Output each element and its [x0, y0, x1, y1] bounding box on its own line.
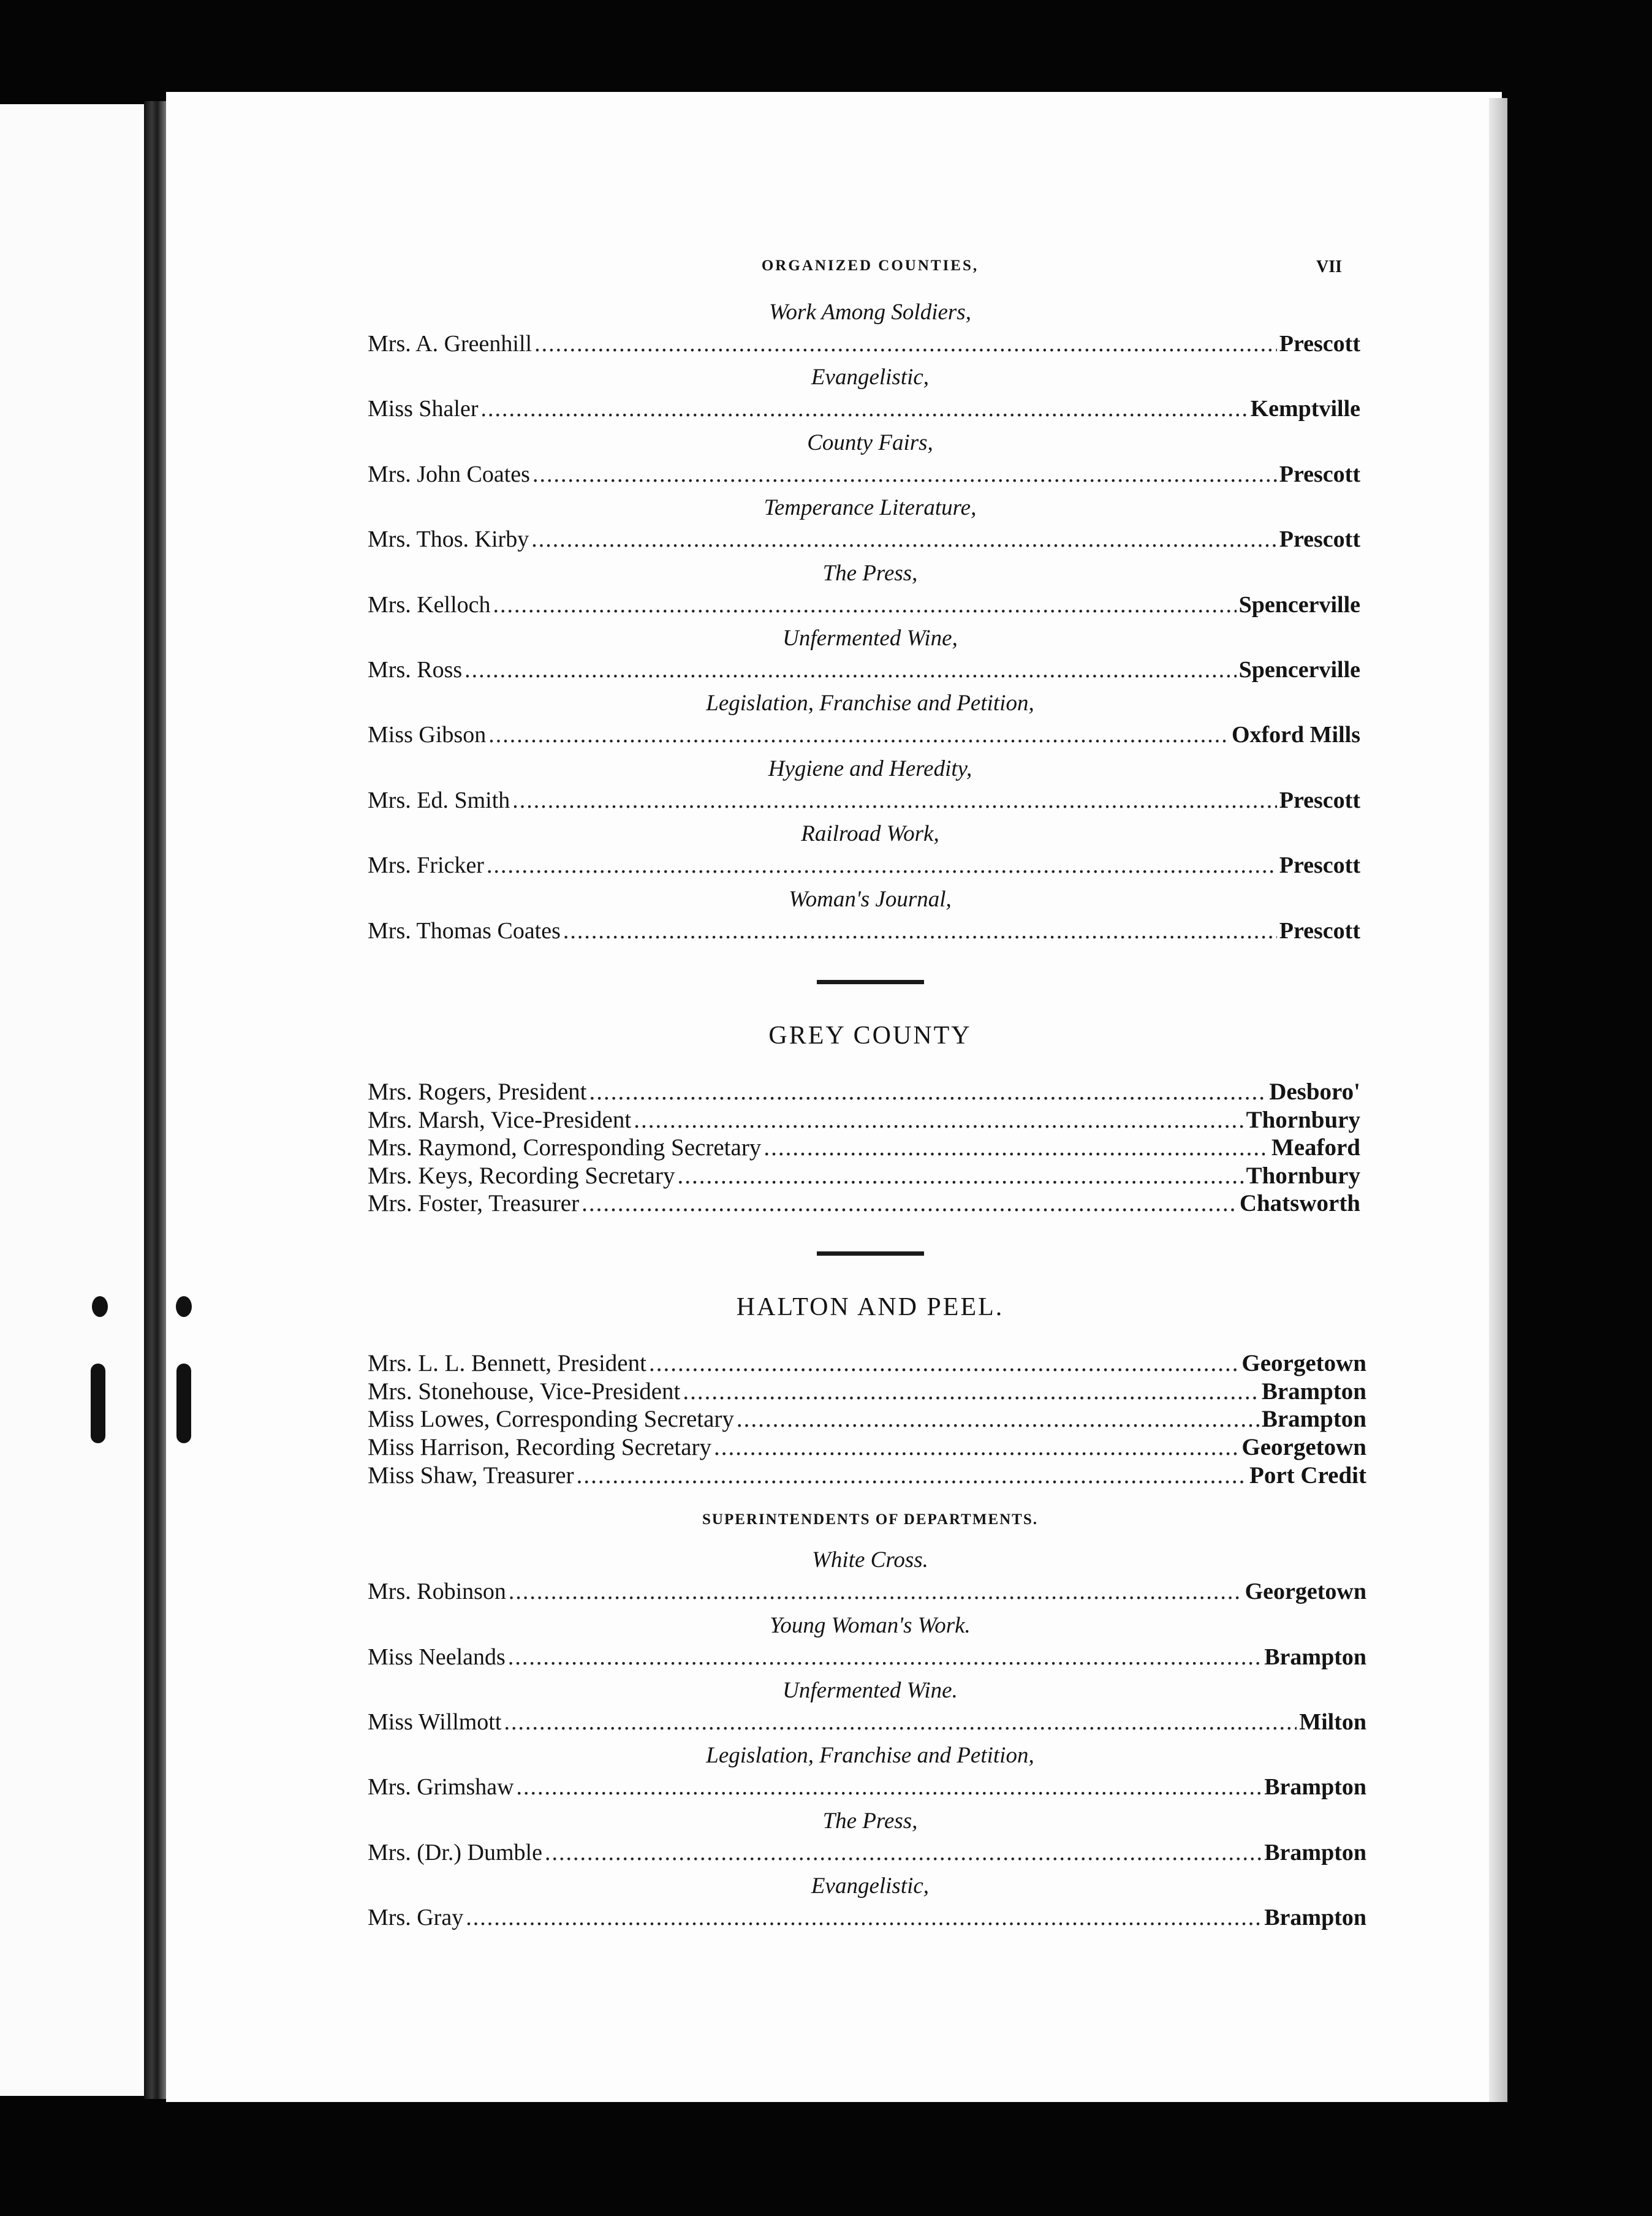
department-entry: [368, 690, 1373, 750]
superintendent-name: Miss Gibson: [368, 722, 487, 748]
officer-place: Thornbury: [1246, 1106, 1360, 1133]
department-title: Railroad Work,: [801, 821, 939, 847]
officer-row: [368, 1190, 1360, 1218]
officer-place: Desboro': [1269, 1078, 1360, 1105]
superintendent-name: Mrs. Kelloch: [368, 591, 491, 618]
officer-name: Miss Harrison, Recording Secretary: [368, 1433, 712, 1460]
dot-leader: [509, 1577, 1243, 1607]
dot-leader: [464, 655, 1236, 685]
superintendent-place: Spencerville: [1238, 656, 1360, 683]
superintendent-place: Milton: [1299, 1709, 1366, 1735]
superintendent-name: Mrs. Grimshaw: [368, 1774, 514, 1800]
dot-leader: [545, 1838, 1262, 1868]
department-title: The Press,: [822, 560, 918, 586]
department-title: Hygiene and Heredity,: [768, 756, 972, 781]
department-title: County Fairs,: [807, 430, 933, 455]
superintendent-row: [368, 1707, 1366, 1737]
department-title: White Cross.: [812, 1547, 928, 1573]
officer-place: Chatsworth: [1239, 1190, 1360, 1217]
superintendent-place: Kemptville: [1250, 396, 1360, 422]
superintendent-place: Brampton: [1264, 1839, 1366, 1865]
officer-name: Mrs. Raymond, Corresponding Secretary: [368, 1134, 762, 1161]
superintendent-name: Mrs. Thos. Kirby: [368, 526, 529, 553]
superintendent-name: Mrs. Fricker: [368, 852, 484, 879]
officer-place: Port Credit: [1249, 1462, 1366, 1489]
dot-leader: [493, 590, 1237, 620]
department-title: The Press,: [822, 1808, 918, 1834]
section-divider: [817, 1251, 924, 1256]
superintendent-row: [368, 720, 1360, 750]
officer-place: Brampton: [1261, 1406, 1366, 1433]
department-entry: [368, 495, 1373, 555]
grey-county-section: [368, 1021, 1373, 1218]
dot-leader: [466, 1903, 1262, 1933]
superintendent-name: Mrs. Thomas Coates: [368, 917, 561, 944]
department-title: Evangelistic,: [811, 1873, 930, 1899]
department-entry: [368, 1742, 1373, 1802]
department-entry: [368, 364, 1373, 424]
department-entry: [368, 625, 1373, 685]
dot-leader: [517, 1772, 1262, 1802]
department-entry: [368, 1873, 1373, 1933]
department-entry: [368, 299, 1373, 359]
superintendent-place: Prescott: [1279, 526, 1360, 553]
dot-leader: [683, 1378, 1259, 1406]
officer-place: Georgetown: [1241, 1433, 1366, 1460]
section-divider: [817, 980, 924, 984]
facing-page-edge: [0, 104, 144, 2096]
superintendent-row: [368, 786, 1360, 816]
officer-place: Brampton: [1261, 1378, 1366, 1405]
department-title: Unfermented Wine,: [782, 625, 958, 651]
superintendent-name: Mrs. Ross: [368, 656, 463, 683]
dot-leader: [504, 1707, 1297, 1737]
officer-name: Mrs. Stonehouse, Vice-President: [368, 1378, 681, 1405]
department-title: Young Woman's Work.: [770, 1612, 971, 1638]
dot-leader: [634, 1106, 1243, 1134]
superintendent-row: [368, 851, 1360, 881]
superintendent-name: Mrs. John Coates: [368, 461, 530, 487]
page-content: [368, 257, 1373, 1933]
department-title: Woman's Journal,: [789, 886, 952, 912]
officer-row: [368, 1405, 1366, 1433]
officer-name: Mrs. Marsh, Vice-President: [368, 1106, 632, 1133]
officer-name: Mrs. Foster, Treasurer: [368, 1190, 580, 1217]
page-number: VII: [1316, 257, 1342, 276]
superintendent-row: [368, 655, 1360, 685]
superintendent-row: [368, 460, 1360, 490]
department-title: Temperance Literature,: [763, 495, 977, 521]
superintendent-place: Prescott: [1279, 917, 1360, 944]
officer-row: [368, 1378, 1366, 1406]
superintendent-row: [368, 1838, 1366, 1868]
dot-leader: [677, 1162, 1243, 1190]
officer-row: [368, 1433, 1366, 1462]
department-entry: [368, 821, 1373, 881]
department-entry: [368, 430, 1373, 490]
department-entry: [368, 886, 1373, 946]
officer-row: [368, 1134, 1360, 1162]
department-entry: [368, 1677, 1373, 1737]
superintendent-place: Oxford Mills: [1231, 722, 1360, 748]
department-entry: [368, 756, 1373, 816]
dot-leader: [534, 329, 1277, 359]
superintendent-place: Prescott: [1279, 461, 1360, 487]
department-entry: [368, 1808, 1373, 1868]
superintendent-place: Georgetown: [1245, 1579, 1366, 1605]
department-title: Unfermented Wine.: [782, 1677, 958, 1703]
superintendent-row: [368, 1903, 1366, 1933]
binding-hole: [176, 1364, 191, 1443]
binding-hole: [92, 1296, 108, 1317]
superintendent-row: [368, 1577, 1366, 1607]
officer-row: [368, 1162, 1360, 1190]
dot-leader: [512, 786, 1277, 816]
section-heading: HALTON AND PEEL.: [736, 1293, 1004, 1322]
section-heading: GREY COUNTY: [768, 1021, 972, 1050]
dot-leader: [649, 1349, 1239, 1378]
officers-list: [368, 1349, 1373, 1489]
superintendent-row: [368, 329, 1360, 359]
binding-hole: [91, 1364, 105, 1443]
officers-list: [368, 1078, 1373, 1218]
superintendent-place: Brampton: [1264, 1644, 1366, 1670]
officer-name: Mrs. Rogers, President: [368, 1078, 587, 1105]
superintendent-name: Mrs. (Dr.) Dumble: [368, 1839, 542, 1865]
superintendent-place: Spencerville: [1238, 591, 1360, 618]
superintendent-name: Mrs. Gray: [368, 1905, 464, 1931]
running-head: [368, 257, 1373, 294]
department-title: Legislation, Franchise and Petition,: [706, 691, 1034, 716]
superintendent-row: [368, 1772, 1366, 1802]
officer-name: Mrs. L. L. Bennett, President: [368, 1350, 646, 1377]
binding-hole: [176, 1296, 192, 1317]
department-entry: [368, 1612, 1373, 1672]
department-title: Evangelistic,: [811, 365, 930, 390]
officer-name: Miss Lowes, Corresponding Secretary: [368, 1406, 734, 1433]
dot-leader: [582, 1190, 1237, 1218]
superintendent-name: Miss Shaler: [368, 396, 479, 422]
superintendents-heading: SUPERINTENDENTS OF DEPARTMENTS.: [702, 1511, 1038, 1528]
superintendent-place: Prescott: [1279, 331, 1360, 357]
dot-leader: [563, 916, 1277, 946]
dot-leader: [737, 1405, 1259, 1433]
department-title: Work Among Soldiers,: [769, 300, 971, 325]
superintendent-name: Mrs. Robinson: [368, 1579, 506, 1605]
superintendent-place: Prescott: [1279, 852, 1360, 879]
department-entry: [368, 1547, 1373, 1607]
dot-leader: [531, 525, 1277, 555]
book-gutter: [144, 101, 166, 2099]
superintendent-name: Mrs. A. Greenhill: [368, 331, 532, 357]
dot-leader: [714, 1433, 1239, 1462]
dot-leader: [532, 460, 1277, 490]
superintendent-row: [368, 525, 1360, 555]
officer-row: [368, 1078, 1360, 1106]
superintendent-name: Mrs. Ed. Smith: [368, 787, 510, 813]
halton-peel-section: [368, 1292, 1373, 1933]
superintendent-name: Miss Neelands: [368, 1644, 506, 1670]
department-entry: [368, 560, 1373, 620]
page-edge-shadow: [1489, 98, 1507, 2102]
dot-leader: [577, 1462, 1247, 1490]
officer-place: Thornbury: [1246, 1162, 1360, 1189]
dot-leader: [589, 1078, 1267, 1106]
superintendent-place: Brampton: [1264, 1774, 1366, 1800]
superintendent-place: Brampton: [1264, 1905, 1366, 1931]
superintendent-row: [368, 916, 1360, 946]
officer-row: [368, 1462, 1366, 1490]
superintendent-row: [368, 394, 1360, 424]
dot-leader: [488, 720, 1229, 750]
officer-row: [368, 1106, 1360, 1134]
officer-place: Georgetown: [1241, 1350, 1366, 1377]
superintendent-name: Miss Willmott: [368, 1709, 502, 1735]
dot-leader: [481, 394, 1248, 424]
superintendent-place: Prescott: [1279, 787, 1360, 813]
dot-leader: [508, 1642, 1262, 1672]
officer-name: Mrs. Keys, Recording Secretary: [368, 1162, 675, 1189]
officer-name: Miss Shaw, Treasurer: [368, 1462, 574, 1489]
superintendent-row: [368, 1642, 1366, 1672]
dot-leader: [763, 1134, 1269, 1162]
dot-leader: [487, 851, 1277, 881]
department-title: Legislation, Franchise and Petition,: [706, 1743, 1034, 1769]
running-title: ORGANIZED COUNTIES,: [761, 257, 979, 274]
prescott-departments: [368, 299, 1373, 946]
superintendent-row: [368, 590, 1360, 620]
officer-row: [368, 1349, 1366, 1378]
officer-place: Meaford: [1271, 1134, 1360, 1161]
